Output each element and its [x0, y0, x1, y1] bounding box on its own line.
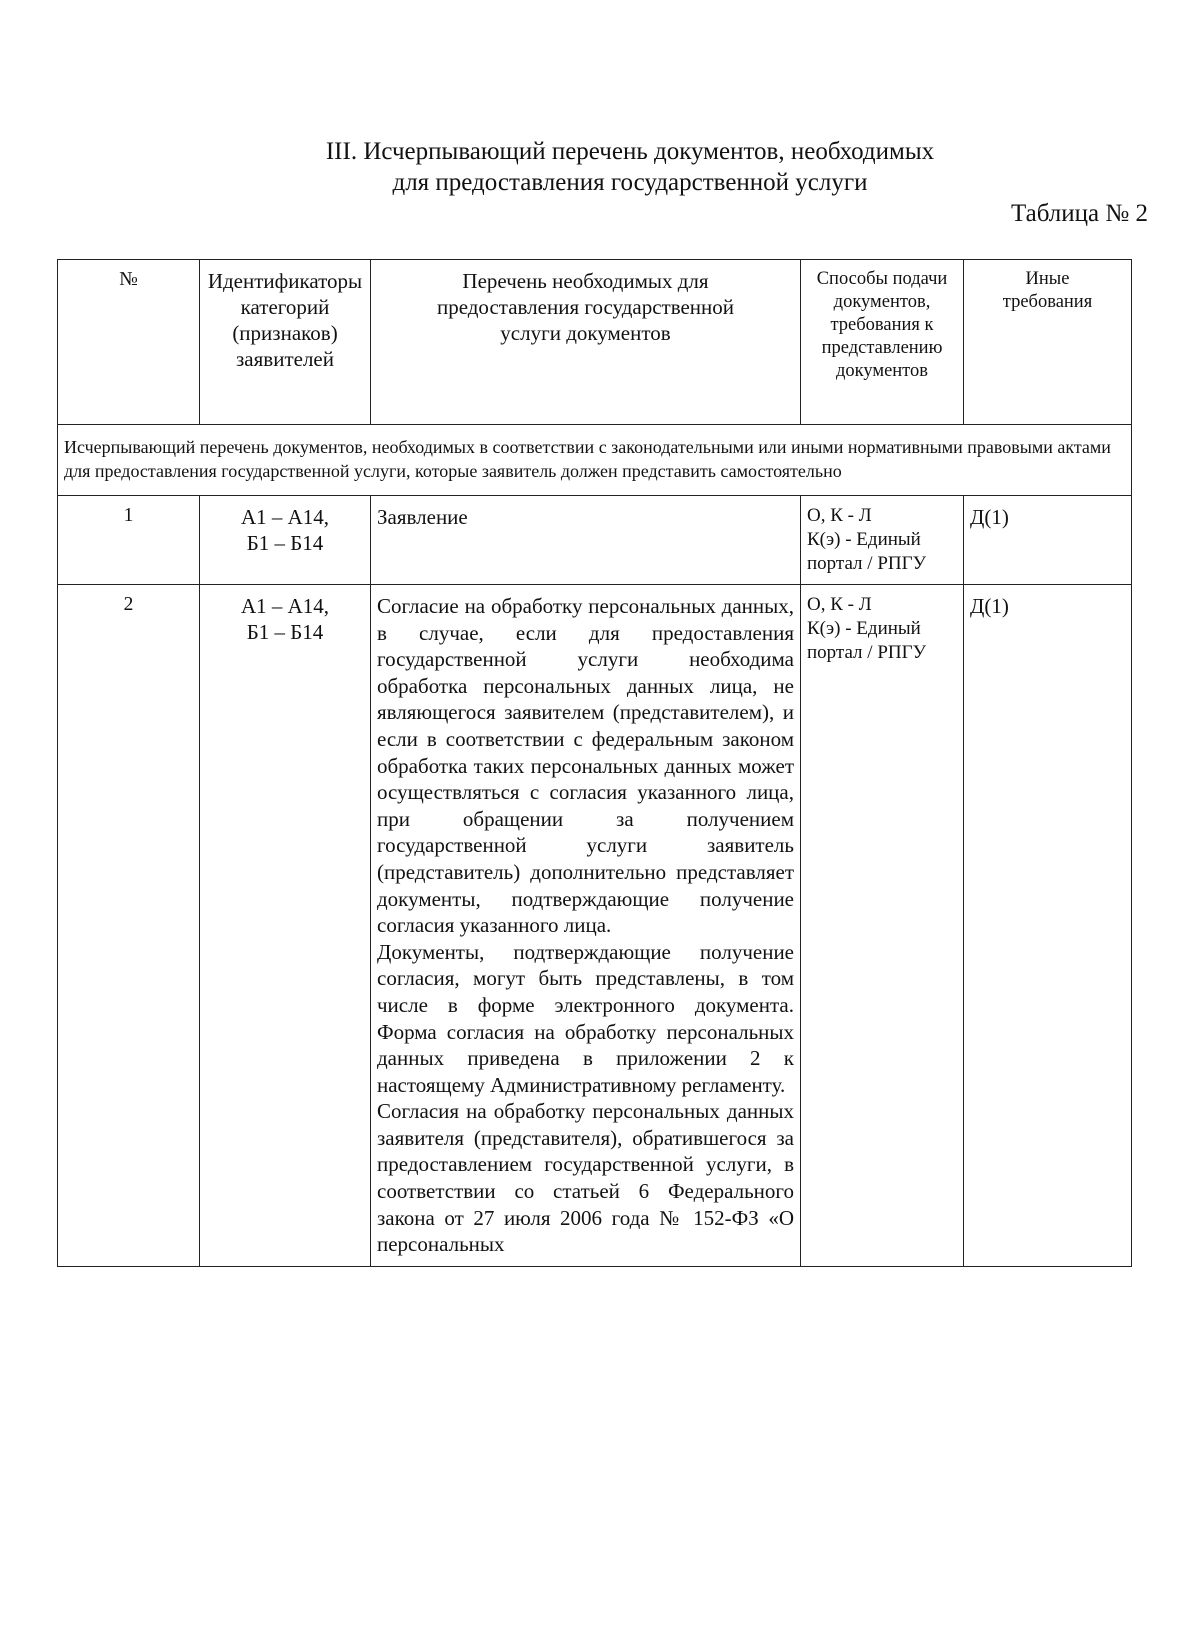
row-doc — [371, 496, 801, 585]
title-line-2: для предоставления государственной услуги — [392, 169, 868, 196]
row-ways — [801, 496, 964, 585]
table-row — [58, 496, 1132, 585]
page-title — [0, 136, 1200, 198]
row-doc-paragraph: Согласия на обработку персональных данных заявителя (представителя), обратившегося за предоставлением государственной услуги, в соответствии со статьей 6 Федерального закона от 27 июля 2006 года № 152-ФЗ «О персональных — [377, 1099, 794, 1257]
header-ids: Идентификаторы категорий (признаков) заявителей — [200, 260, 371, 425]
header-other: Иные требования — [964, 260, 1132, 425]
row-way-2: К(э) - Единый портал / РПГУ — [807, 618, 927, 663]
row-other: Д(1) — [964, 585, 1132, 1267]
row-ids-a: А1 – А14, — [240, 594, 330, 618]
section-title: Исчерпывающий перечень документов, необходимых в соответствии с законодательными или иными нормативными правовыми актами для предоставления государственной услуги, которые заявитель должен представить самостоятельно — [58, 425, 1132, 496]
header-num: № — [58, 260, 200, 425]
header-ways: Способы подачи документов, требования к представлению документов — [801, 260, 964, 425]
row-other: Д(1) — [964, 496, 1132, 585]
header-docs: Перечень необходимых для предоставления государственной услуги документов — [371, 260, 801, 425]
title-line-1: III. Исчерпывающий перечень документов, необходимых — [325, 138, 935, 165]
row-ids-a: А1 – А14, — [240, 505, 330, 529]
row-way-2: К(э) - Единый портал / РПГУ — [807, 529, 927, 574]
row-doc-text: Заявление — [377, 505, 468, 529]
row-way-1: О, К - Л — [807, 505, 872, 526]
row-ids-b: Б1 – Б14 — [246, 620, 324, 644]
documents-table — [57, 259, 1132, 1267]
row-doc — [371, 585, 801, 1267]
row-doc-paragraph: Согласие на обработку персональных данных, в случае, если для предоставления государственной услуги необходима обработка персональных данных лица, не являющегося заявителем (представителем), и если в соответствии с федеральным законом обработка таких персональных данных может осуществляться с согласия указанного лица, при обращении за получением государственной услуги заявитель (представитель) дополнительно представляет документы, подтверждающие получение согласия указанного лица. — [377, 594, 794, 938]
table-row — [58, 585, 1132, 1267]
row-way-1: О, К - Л — [807, 594, 872, 615]
row-num: 2 — [58, 585, 200, 1267]
section-row — [58, 425, 1132, 496]
row-ids-b: Б1 – Б14 — [246, 531, 324, 555]
row-ids — [200, 585, 371, 1267]
row-ways — [801, 585, 964, 1267]
table-number: Таблица № 2 — [1010, 200, 1148, 227]
row-doc-paragraph: Документы, подтверждающие получение согласия, могут быть представлены, в том числе в форме электронного документа. Форма согласия на обработку персональных данных приведена в приложении 2 к настоящему Административному регламенту. — [377, 939, 794, 1097]
row-ids — [200, 496, 371, 585]
table-header-row — [58, 260, 1132, 425]
row-num: 1 — [58, 496, 200, 585]
